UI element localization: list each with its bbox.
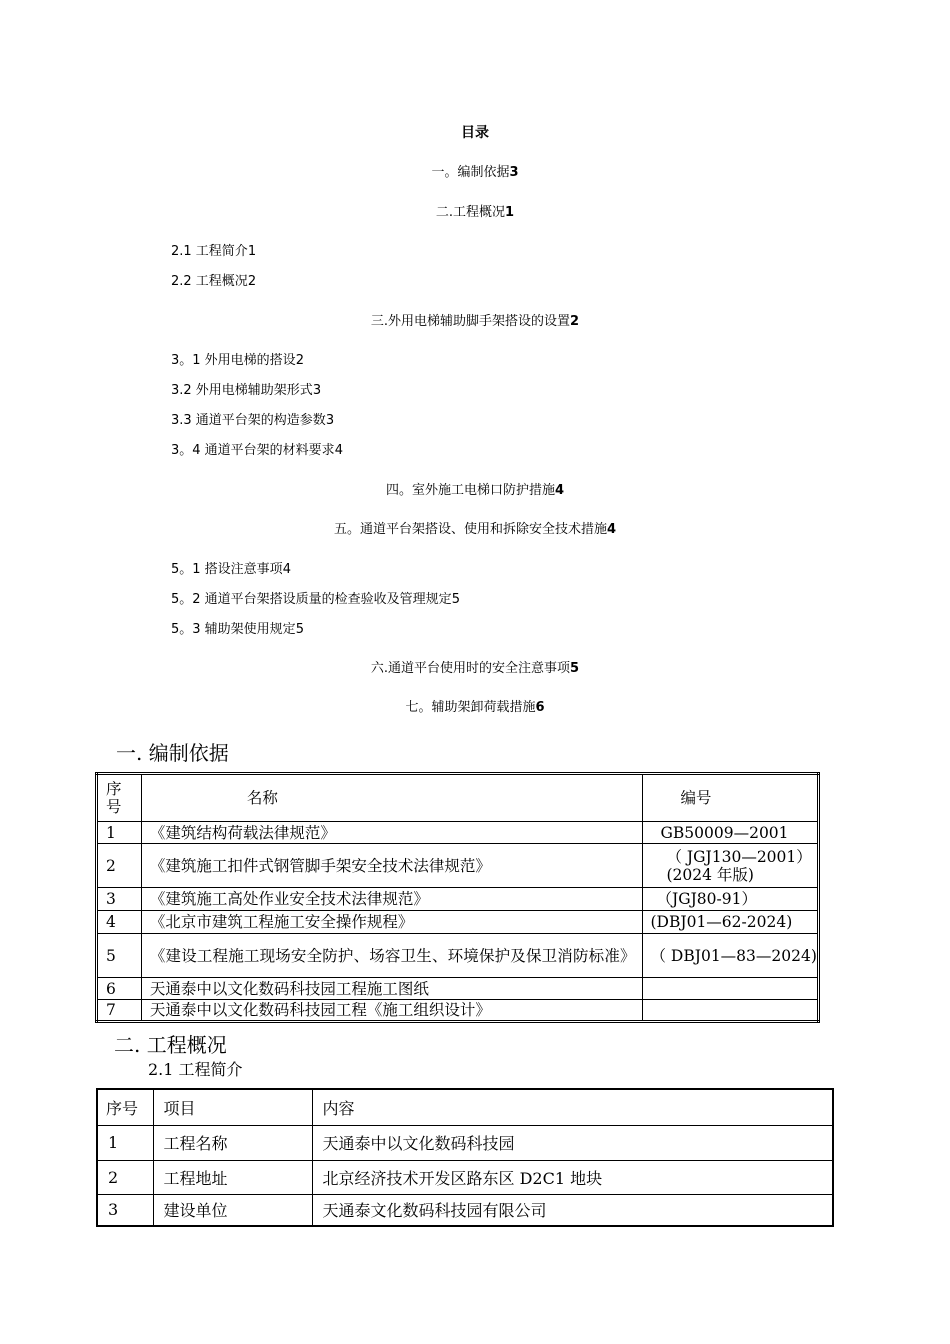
header-name: 名称	[141, 774, 642, 822]
table-row: 6 天通泰中以文化数码科技园工程施工图纸	[97, 978, 819, 1000]
header-item: 项目	[153, 1089, 312, 1125]
table-header-row	[97, 774, 819, 822]
header-content: 内容	[312, 1089, 833, 1125]
toc-entry[interactable]: 一。编制依据3	[431, 165, 519, 180]
toc-entry[interactable]: 二.工程概况1	[435, 205, 515, 220]
table-row: 2 工程地址 北京经济技术开发区路东区 D2C1 地块	[97, 1160, 833, 1194]
toc-entry[interactable]: 3。4 通道平台架的材料要求4	[171, 443, 343, 458]
toc-entry[interactable]: 5。2 通道平台架搭设质量的检查验收及管理规定5	[171, 592, 460, 607]
toc-title: 目录	[461, 125, 489, 141]
subsection-heading-intro: 2.1 工程简介	[148, 1060, 243, 1079]
section-heading-basis: 一. 编制依据	[116, 741, 229, 765]
toc-entry[interactable]: 3。1 外用电梯的搭设2	[171, 353, 304, 368]
toc-entry[interactable]: 五。通道平台架搭设、使用和拆除安全技术措施4	[333, 522, 617, 537]
header-seq: 序 号	[97, 774, 142, 822]
toc-entry[interactable]: 3.2 外用电梯辅助架形式3	[171, 383, 322, 398]
table-row: 1 工程名称 天通泰中以文化数码科技园	[97, 1125, 833, 1160]
project-info-table	[96, 1088, 834, 1227]
toc-entry[interactable]: 2.2 工程概况2	[171, 274, 257, 289]
header-code: 编号	[642, 774, 819, 822]
table-row: 5 《建设工程施工现场安全防护、场容卫生、环境保护及保卫消防标准》 （ DBJ01—83—2024)	[97, 934, 819, 978]
toc-entry[interactable]: 四。室外施工电梯口防护措施4	[385, 483, 565, 498]
basis-table	[95, 772, 820, 1023]
toc-entry[interactable]: 5。3 辅助架使用规定5	[171, 622, 304, 637]
toc-entry[interactable]: 七。辅助架卸荷载措施6	[405, 700, 545, 715]
section-heading-overview: 二. 工程概况	[114, 1033, 227, 1057]
table-row: 3 建设单位 天通泰文化数码科技园有限公司	[97, 1194, 833, 1226]
toc-entry[interactable]: 六.通道平台使用时的安全注意事项5	[370, 661, 580, 676]
table-row: 4 《北京市建筑工程施工安全操作规程》 (DBJ01—62-2024)	[97, 911, 819, 934]
toc-entry[interactable]: 3.3 通道平台架的构造参数3	[171, 413, 335, 428]
table-row: 7 天通泰中以文化数码科技园工程《施工组织设计》	[97, 1000, 819, 1022]
toc-entry[interactable]: 三.外用电梯辅助脚手架搭设的设置2	[370, 314, 580, 329]
table-header-row	[97, 1089, 833, 1125]
table-row: 2 《建筑施工扣件式钢管脚手架安全技术法律规范》 （ JGJ130—2001） (2024 年版)	[97, 844, 819, 888]
table-row: 1 《建筑结构荷载法律规范》 GB50009—2001	[97, 822, 819, 844]
table-row: 3 《建筑施工高处作业安全技术法律规范》 （JGJ80-91）	[97, 888, 819, 911]
toc-entry[interactable]: 5。1 搭设注意事项4	[171, 562, 291, 577]
toc-entry[interactable]: 2.1 工程简介1	[171, 244, 257, 259]
header-seq: 序号	[97, 1089, 153, 1125]
